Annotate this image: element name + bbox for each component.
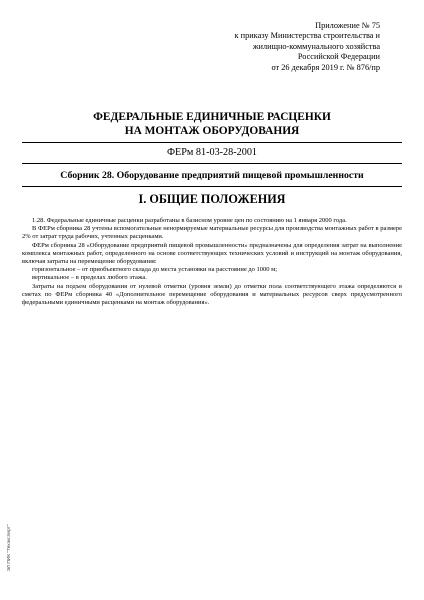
divider-bottom bbox=[22, 186, 402, 187]
appendix-line: жилищно-коммунального хозяйства bbox=[252, 41, 380, 51]
paragraph: горизонтальное – от приобъектного склада до места установки на расстояние до 1000 м; bbox=[32, 266, 278, 274]
appendix-line: к приказу Министерства строительства и bbox=[234, 31, 380, 41]
title-line-1: ФЕДЕРАЛЬНЫЕ ЕДИНИЧНЫЕ РАСЦЕНКИ bbox=[93, 111, 331, 123]
paragraph: Затраты на подъем оборудования от нулевой отметки (уровня земли) до отметки пола соответствующего этажа определяются в сметах по ФЕРм сборника 40 «Дополнительное перемещение оборудования и материальных ресурсов сверх предусмотренного федеральными единичными расценками на монтаж оборудования». bbox=[22, 282, 402, 307]
collection-title: Сборник 28. Оборудование предприятий пищевой промышленности bbox=[60, 170, 364, 181]
body-text bbox=[22, 217, 402, 307]
divider-middle bbox=[22, 163, 402, 164]
appendix-line: Российской Федерации bbox=[297, 52, 380, 62]
appendix-block bbox=[140, 21, 380, 73]
section-heading: I. ОБЩИЕ ПОЛОЖЕНИЯ bbox=[138, 192, 286, 206]
paragraph: 1.28. Федеральные единичные расценки разработаны в базисном уровне цен по состоянию на 1 января 2000 года. bbox=[32, 217, 347, 224]
paragraph: В ФЕРм сборника 28 учтены вспомогательные ненормируемые материальные ресурсы для производства монтажных работ в размере 2% от затрат труда рабочих, учтенных расценками. bbox=[22, 225, 402, 241]
appendix-line: Приложение № 75 bbox=[315, 21, 380, 30]
document-title bbox=[0, 110, 424, 138]
divider-top bbox=[22, 142, 402, 143]
title-line-2: НА МОНТАЖ ОБОРУДОВАНИЯ bbox=[124, 125, 300, 137]
document-code: ФЕРм 81-03-28-2001 bbox=[166, 147, 258, 158]
paragraph: ФЕРм сборника 28 «Оборудование предприятий пищевой промышленности» предназначены для определения затрат на выполнение комплекса монтажных работ, определенного на основе соответствующих технических условий и инструкций на монтаж оборудования, включая затраты на перемещение оборудования: bbox=[22, 241, 402, 266]
appendix-line: от 26 декабря 2019 г. № 876/пр bbox=[271, 62, 380, 72]
side-watermark: ЭЛ ПИК "Техэксперт" bbox=[7, 524, 12, 572]
paragraph: вертикальное – в пределах любого этажа. bbox=[32, 274, 147, 282]
